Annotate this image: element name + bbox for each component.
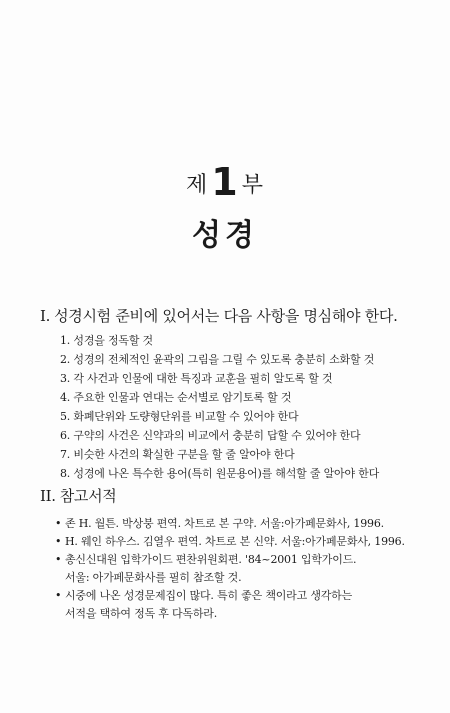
bullet-icon: •: [55, 517, 62, 530]
part-number: 1: [211, 160, 239, 204]
reference-text: 시중에 나온 성경문제집이 많다. 특히 좋은 책이라고 생각하는: [65, 589, 353, 602]
part-title: [0, 160, 450, 204]
list-item: 1. 성경을 정독할 것: [60, 334, 153, 347]
section-heading-1: [40, 305, 398, 326]
reference-text: 총신신대원 입학가이드 편찬위원회편. '84~2001 입학가이드.: [65, 553, 357, 566]
reference-item: [55, 533, 430, 551]
part-prefix: 제: [186, 173, 209, 198]
book-title: 성경: [192, 218, 258, 253]
reference-item: [55, 551, 430, 587]
reference-list: [55, 515, 430, 623]
list-item: 7. 비슷한 사건의 확실한 구분을 할 줄 알아야 한다: [60, 448, 295, 461]
bullet-icon: •: [55, 589, 62, 602]
reference-text: 존 H. 월튼. 박상붕 편역. 차트로 본 구약. 서울:아가페문화사, 1996.: [65, 517, 384, 530]
section-2-title: 참고서적: [59, 487, 117, 505]
section-1-roman: I.: [40, 307, 51, 325]
reference-text-continued: 서울: 아가페문화사를 필히 참조할 것.: [65, 571, 242, 584]
reference-item: [55, 515, 430, 533]
reference-text-continued: 서적을 택하여 정독 후 다독하라.: [65, 607, 218, 620]
guideline-list: [60, 331, 430, 483]
list-item: 3. 각 사건과 인물에 대한 특징과 교훈을 필히 알도록 할 것: [60, 372, 333, 385]
section-heading-2: [40, 485, 116, 506]
reference-text: H. 웨인 하우스. 김열우 편역. 차트로 본 신약. 서울:아가페문화사, 1996.: [65, 535, 405, 548]
section-1-title: 성경시험 준비에 있어서는 다음 사항을 명심해야 한다.: [54, 307, 398, 325]
part-suffix: 부: [241, 173, 264, 198]
bullet-icon: •: [55, 535, 62, 548]
bullet-icon: •: [55, 553, 62, 566]
list-item: 6. 구약의 사건은 신약과의 비교에서 충분히 답할 수 있어야 한다: [60, 429, 361, 442]
list-item: 5. 화폐단위와 도량형단위를 비교할 수 있어야 한다: [60, 410, 299, 423]
reference-item: [55, 587, 430, 623]
list-item: 8. 성경에 나온 특수한 용어(특히 원문용어)를 해석할 줄 알아야 한다: [60, 467, 380, 480]
section-2-roman: II.: [40, 487, 56, 505]
list-item: 2. 성경의 전체적인 윤곽의 그림을 그릴 수 있도록 충분히 소화할 것: [60, 353, 375, 366]
list-item: 4. 주요한 인물과 연대는 순서별로 암기토록 할 것: [60, 391, 292, 404]
